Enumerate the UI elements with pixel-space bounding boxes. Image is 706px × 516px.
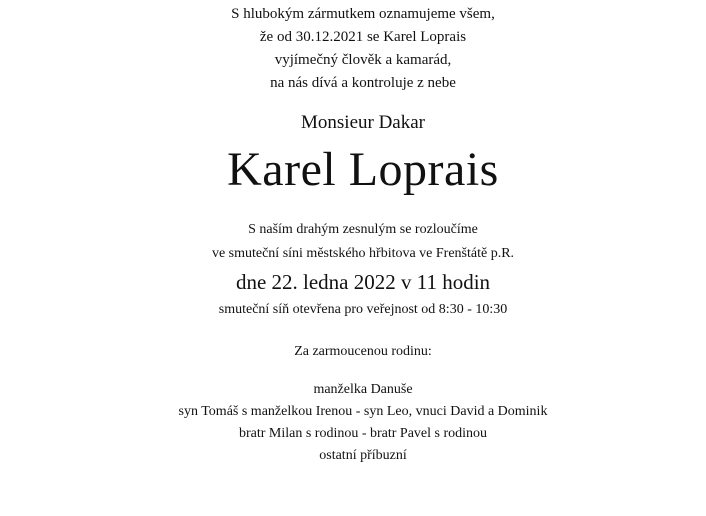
intro-line-4: na nás dívá a kontroluje z nebe xyxy=(270,75,456,91)
family-line-4: ostatní příbuzní xyxy=(319,448,407,463)
farewell-line-2: ve smuteční síni městského hřbitova ve Frenštátě p.R. xyxy=(211,246,515,261)
intro-line-1: S hlubokým zármutkem oznamujeme všem, xyxy=(231,6,495,22)
farewell-line-1: S naším drahým zesnulým se rozloučíme xyxy=(248,222,478,237)
family-line-1: manželka Danuše xyxy=(313,382,413,397)
intro-line-2: že od 30.12.2021 se Karel Loprais xyxy=(259,29,467,45)
intro-line-3: vyjímečný člověk a kamarád, xyxy=(274,52,452,68)
funeral-date: dne 22. ledna 2022 v 11 hodin xyxy=(235,270,491,294)
family-line-2: syn Tomáš s manželkou Irenou - syn Leo, vnuci David a Dominik xyxy=(178,404,548,419)
opening-hours: smuteční síň otevřena pro veřejnost od 8:30 - 10:30 xyxy=(218,302,508,317)
family-heading: Za zarmoucenou rodinu: xyxy=(294,344,432,359)
family-line-3: bratr Milan s rodinou - bratr Pavel s rodinou xyxy=(238,426,488,441)
nickname: Monsieur Dakar xyxy=(301,112,425,133)
deceased-name: Karel Loprais xyxy=(227,143,499,196)
